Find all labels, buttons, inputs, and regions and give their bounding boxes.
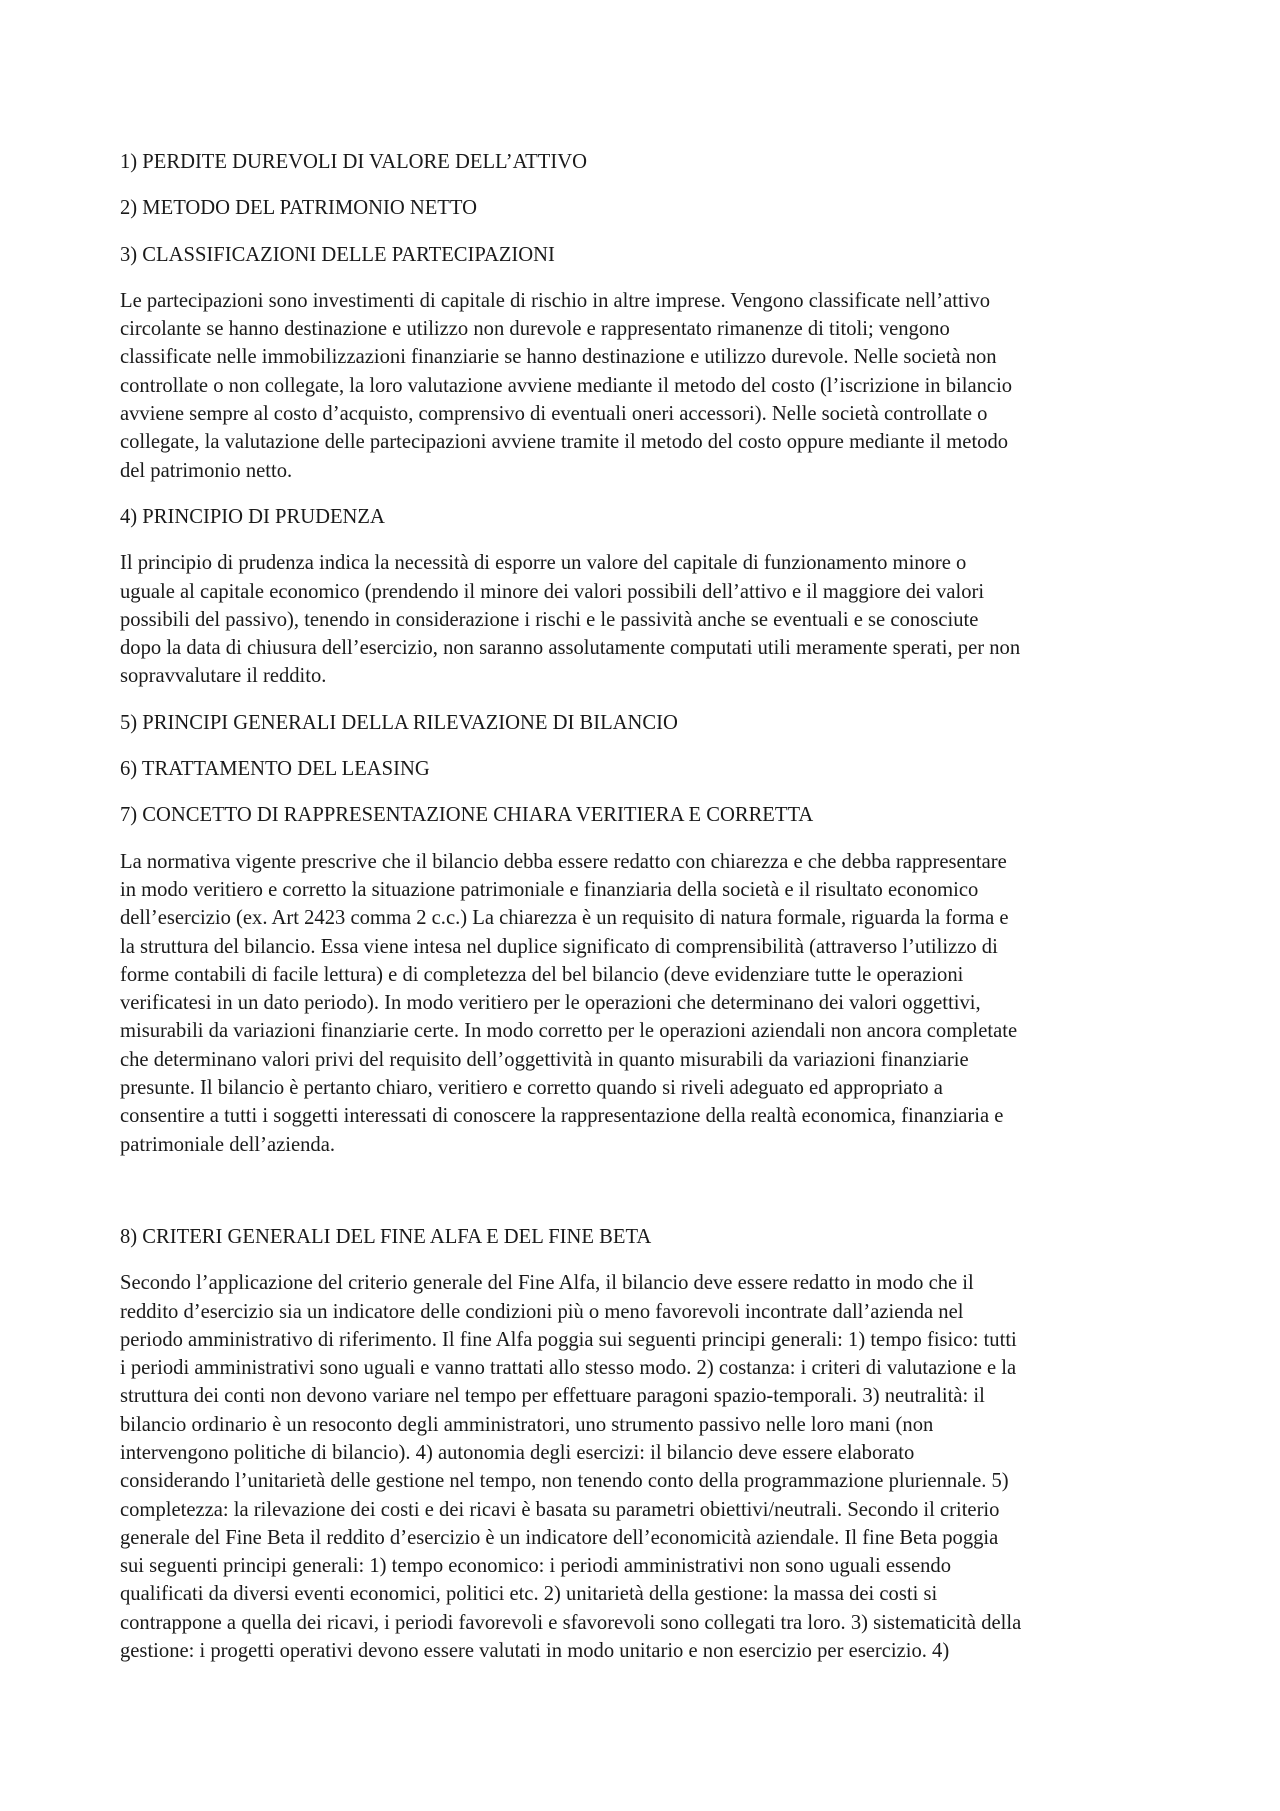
section-heading: 8) CRITERI GENERALI DEL FINE ALFA E DEL FINE BETA [120,1225,652,1248]
paragraph-line: qualificati da diversi eventi economici, politici etc. 2) unitarietà della gestione: la massa dei costi si [120,1583,938,1606]
section-heading: 7) CONCETTO DI RAPPRESENTAZIONE CHIARA VERITIERA E CORRETTA [120,804,814,827]
section-heading: 3) CLASSIFICAZIONI DELLE PARTECIPAZIONI [120,243,555,266]
paragraph-line: forme contabili di facile lettura) e di completezza del bel bilancio (deve evidenziare tutte le operazioni [120,963,964,986]
paragraph-line: la struttura del bilancio. Essa viene intesa nel duplice significato di comprensibilità (attraverso l’utilizzo di [120,935,998,958]
section-paragraph [120,287,1168,485]
paragraph-line: consentire a tutti i soggetti interessati di conoscere la rappresentazione della realtà economica, finanziaria e [120,1105,1004,1128]
section-paragraph [120,549,1168,690]
paragraph-line: del patrimonio netto. [120,459,293,482]
paragraph-line: gestione: i progetti operativi devono essere valutati in modo unitario e non esercizio per esercizio. 4) [120,1640,950,1663]
section-heading: 4) PRINCIPIO DI PRUDENZA [120,505,385,528]
paragraph-line: avviene sempre al costo d’acquisto, comprensivo di eventuali oneri accessori). Nelle società controllate o [120,403,988,426]
paragraph-line: periodo amministrativo di riferimento. Il fine Alfa poggia sui seguenti principi generali: 1) tempo fisico: tutti [120,1328,1017,1351]
paragraph-line: collegate, la valutazione delle partecipazioni avviene tramite il metodo del costo oppure mediante il metodo [120,431,1009,454]
paragraph-line: Secondo l’applicazione del criterio generale del Fine Alfa, il bilancio deve essere redatto in modo che il [120,1272,974,1295]
paragraph-line: sopravvalutare il reddito. [120,665,327,688]
paragraph-line: presunte. Il bilancio è pertanto chiaro, veritiero e corretto quando si riveli adeguato ed appropriato a [120,1077,943,1100]
paragraph-line: La normativa vigente prescrive che il bilancio debba essere redatto con chiarezza e che debba rappresentare [120,850,1007,873]
section-heading: 2) METODO DEL PATRIMONIO NETTO [120,197,477,220]
section-paragraph [120,1269,1168,1665]
paragraph-line: possibili del passivo), tenendo in considerazione i rischi e le passività anche se eventuali e se conosciute [120,608,979,631]
paragraph-line: Le partecipazioni sono investimenti di capitale di rischio in altre imprese. Vengono classificate nell’attivo [120,289,991,312]
paragraph-line: considerando l’unitarietà delle gestione nel tempo, non tenendo conto della programmazione pluriennale. 5) [120,1470,1009,1493]
paragraph-line: i periodi amministrativi sono uguali e vanno trattati allo stesso modo. 2) costanza: i criteri di valutazione e la [120,1357,1017,1380]
paragraph-line: sui seguenti principi generali: 1) tempo economico: i periodi amministrativi non sono uguali essendo [120,1555,952,1578]
paragraph-line: contrappone a quella dei ricavi, i periodi favorevoli e sfavorevoli sono collegati tra loro. 3) sistematicità della [120,1611,1022,1634]
paragraph-line: dell’esercizio (ex. Art 2423 comma 2 c.c.) La chiarezza è un requisito di natura formale, riguarda la forma e [120,907,1009,930]
paragraph-line: patrimoniale dell’azienda. [120,1133,335,1156]
paragraph-line: generale del Fine Beta il reddito d’esercizio è un indicatore dell’economicità aziendale. Il fine Beta poggia [120,1526,999,1549]
paragraph-line: reddito d’esercizio sia un indicatore delle condizioni più o meno favorevoli incontrate dall’azienda nel [120,1300,964,1323]
paragraph-line: verificatesi in un dato periodo). In modo veritiero per le operazioni che determinano dei valori oggettivi, [120,992,981,1015]
section-heading: 1) PERDITE DUREVOLI DI VALORE DELL’ATTIVO [120,151,587,173]
paragraph-line: bilancio ordinario è un resoconto degli amministratori, uno strumento passivo nelle loro mani (non [120,1413,934,1436]
paragraph-line: misurabili da variazioni finanziarie certe. In modo corretto per le operazioni aziendali non ancora completate [120,1020,1018,1043]
paragraph-line: intervengono politiche di bilancio). 4) autonomia degli esercizi: il bilancio deve essere elaborato [120,1441,915,1464]
paragraph-line: che determinano valori privi del requisito dell’oggettività in quanto misurabili da variazioni finanziarie [120,1048,969,1071]
section-heading: 5) PRINCIPI GENERALI DELLA RILEVAZIONE DI BILANCIO [120,711,678,734]
paragraph-line: classificate nelle immobilizzazioni finanziarie se hanno destinazione e utilizzo durevole. Nelle società non [120,346,997,369]
paragraph-line: Il principio di prudenza indica la necessità di esporre un valore del capitale di funzionamento minore o [120,552,967,575]
paragraph-line: completezza: la rilevazione dei costi e dei ricavi è basata su parametri obiettivi/neutrali. Secondo il criterio [120,1498,1000,1521]
paragraph-line: dopo la data di chiusura dell’esercizio, non saranno assolutamente computati utili meramente sperati, per non [120,637,1021,660]
section-heading: 6) TRATTAMENTO DEL LEASING [120,758,430,781]
document-page [120,148,1168,1683]
paragraph-line: uguale al capitale economico (prendendo il minore dei valori possibili dell’attivo e il maggiore dei valori [120,580,985,603]
paragraph-line: circolante se hanno destinazione e utilizzo non durevole e rappresentato rimanenze di titoli; vengono [120,318,950,341]
paragraph-line: in modo veritiero e corretto la situazione patrimoniale e finanziaria della società e il risultato economico [120,878,979,901]
section-paragraph [120,848,1168,1159]
paragraph-line: struttura dei conti non devono variare nel tempo per effettuare paragoni spazio-temporali. 3) neutralità: il [120,1385,985,1408]
paragraph-line: controllate o non collegate, la loro valutazione avviene mediante il metodo del costo (l’iscrizione in bilancio [120,374,1013,397]
